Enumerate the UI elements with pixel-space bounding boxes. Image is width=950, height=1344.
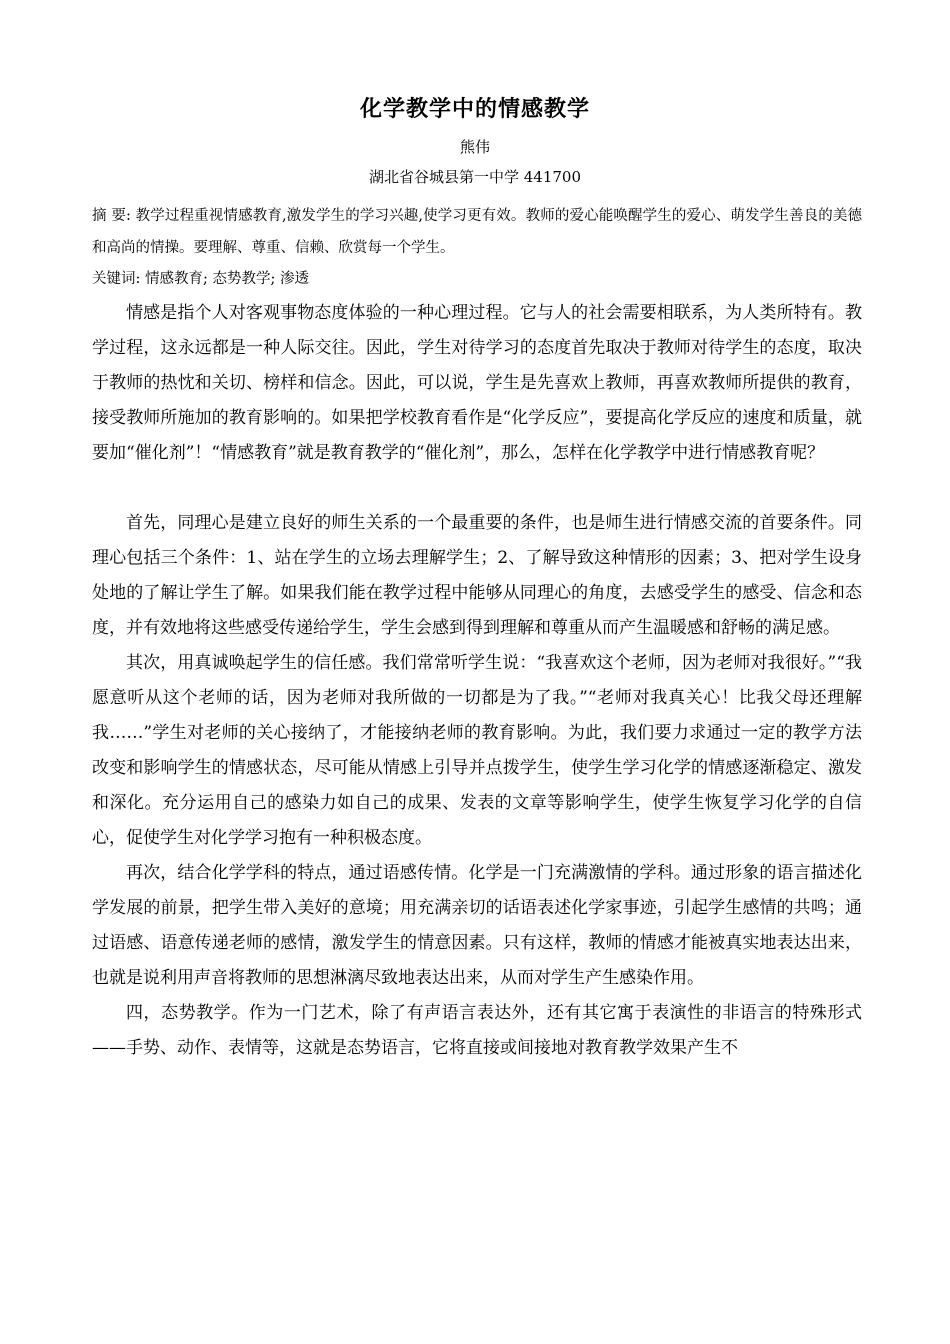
body-text: [92, 296, 862, 1066]
keywords: 关键词: 情感教育; 态势教学; 渗透: [92, 271, 309, 287]
document-title: 化学教学中的情感教学: [359, 96, 590, 122]
author-affiliation: 湖北省谷城县第一中学 441700: [368, 168, 582, 186]
abstract: 摘 要: 教学过程重视情感教育,激发学生的学习兴趣,使学习更有效。教师的爱心能唤醒学生的爱心、萌发学生善良的美德和高尚的情操。要理解、尊重、信赖、欣赏每一个学生。: [92, 208, 862, 256]
paragraph-empathy: 首先，同理心是建立良好的师生关系的一个最重要的条件，也是师生进行情感交流的首要条件。同理心包括三个条件：1、站在学生的立场去理解学生；2、了解导致这种情形的因素；3、把对学生设身处地的了解让学生了解。如果我们能在教学过程中能够从同理心的角度，去感受学生的感受、信念和态度，并有效地将这些感受传递给学生，学生会感到得到理解和尊重从而产生温暖感和舒畅的满足感。: [92, 513, 862, 638]
paragraph-intro: 情感是指个人对客观事物态度体验的一种心理过程。它与人的社会需要相联系，为人类所特有。教学过程，这永远都是一种人际交往。因此，学生对待学习的态度首先取决于教师对待学生的态度，取决于教师的热忱和关切、榜样和信念。因此，可以说，学生是先喜欢上教师，再喜欢教师所提供的教育，接受教师所施加的教育影响的。如果把学校教育看作是“化学反应”，要提高化学反应的速度和质量，就要加“催化剂”！“情感教育”就是教育教学的“催化剂”，那么，怎样在化学教学中进行情感教育呢？: [92, 303, 862, 463]
paragraph-language: 再次，结合化学学科的特点，通过语感传情。化学是一门充满激情的学科。通过形象的语言描述化学发展的前景，把学生带入美好的意境；用充满亲切的话语表述化学家事迹，引起学生感情的共鸣；通过语感、语意传递老师的感情，激发学生的情意因素。只有这样，教师的情感才能被真实地表达出来，也就是说利用声音将教师的思想淋漓尽致地表达出来，从而对学生产生感染作用。: [92, 863, 862, 988]
author-name: 熊伟: [459, 138, 490, 156]
paragraph-sincerity: 其次，用真诚唤起学生的信任感。我们常常听学生说：“我喜欢这个老师，因为老师对我很好。”“我愿意听从这个老师的话，因为老师对我所做的一切都是为了我。”“老师对我真关心！比我父母还理解我……”学生对老师的关心接纳了，才能接纳老师的教育影响。为此，我们要力求通过一定的教学方法改变和影响学生的情感状态，尽可能从情感上引导并点拨学生，使学生学习化学的情感逐渐稳定、激发和深化。充分运用自己的感染力如自己的成果、发表的文章等影响学生，使学生恢复学习化学的自信心，促使学生对化学学习抱有一种积极态度。: [92, 653, 862, 848]
paragraph-posture: 四，态势教学。作为一门艺术，除了有声语言表达外，还有其它寓于表演性的非语言的特殊形式——手势、动作、表情等，这就是态势语言，它将直接或间接地对教育教学效果产生不: [92, 1003, 862, 1058]
